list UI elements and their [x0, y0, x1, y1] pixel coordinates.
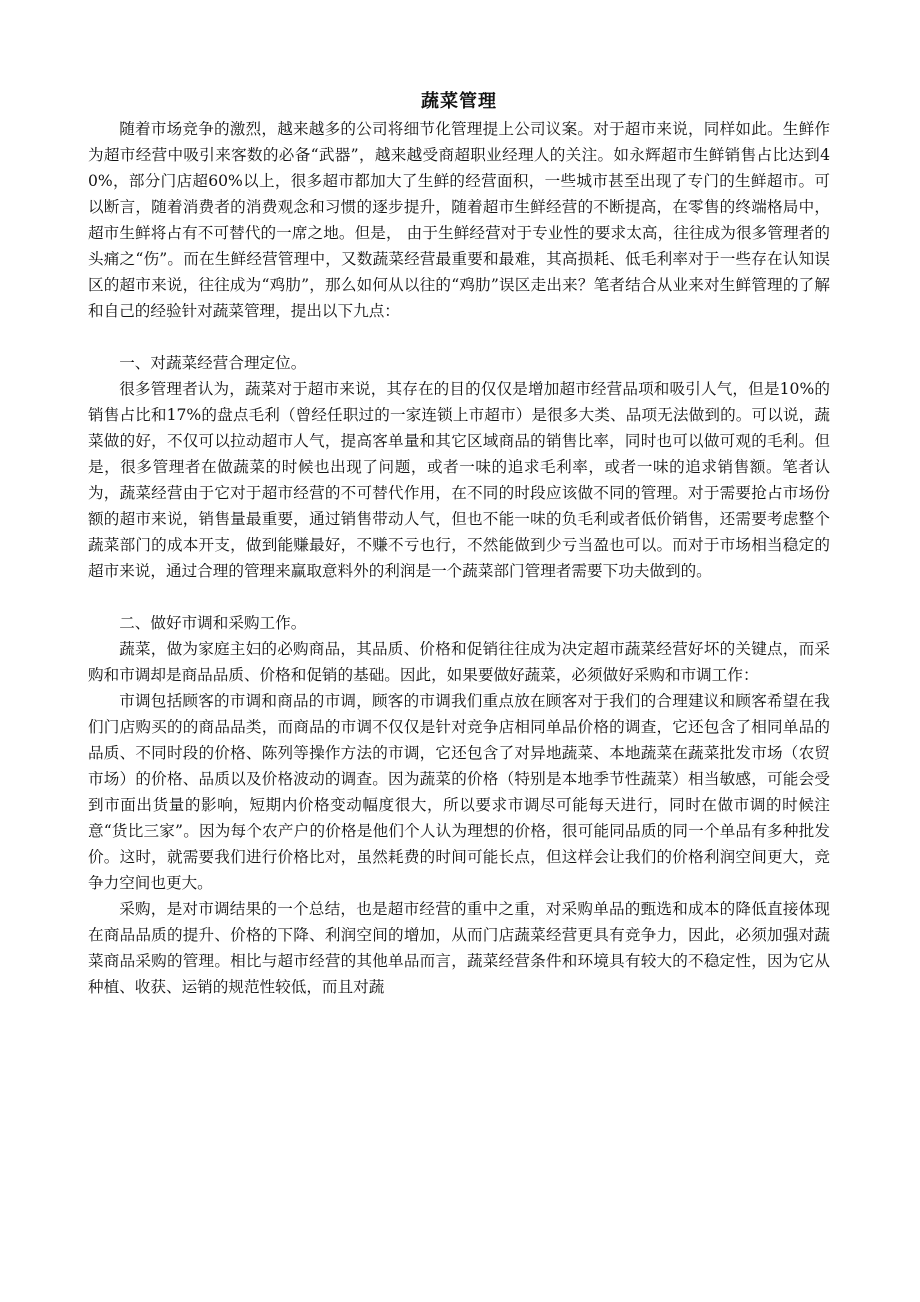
section-2-paragraph-1: 蔬菜，做为家庭主妇的必购商品，其品质、价格和促销往往成为决定超市蔬菜经营好坏的关键点，而采购和市调却是商品品质、价格和促销的基础。因此，如果要做好蔬菜，必须做好采购和市调工作：	[88, 640, 830, 684]
section-2-paragraph-2: 市调包括顾客的市调和商品的市调，顾客的市调我们重点放在顾客对于我们的合理建议和顾客希望在我们门店购买的的商品品类，而商品的市调不仅仅是针对竞争店相同单品价格的调查，它还包含了相同单品的品质、不同时段的价格、陈列等操作方法的市调，它还包含了对异地蔬菜、本地蔬菜在蔬菜批发市场（农贸市场）的价格、品质以及价格波动的调查。因为蔬菜的价格（特别是本地季节性蔬菜）相当敏感，可能会受到市面出货量的影响，短期内价格变动幅度很大，所以要求市调尽可能每天进行，同时在做市调的时候注意“货比三家”。因为每个农产户的价格是他们个人认为理想的价格，很可能同品质的同一个单品有多种批发价。这时，就需要我们进行价格比对，虽然耗费的时间可能长点，但这样会让我们的价格利润空间更大，竞争力空间也更大。	[88, 692, 830, 892]
document-page	[88, 88, 830, 1000]
blank-line	[88, 324, 830, 350]
section-1-paragraph: 很多管理者认为，蔬菜对于超市来说，其存在的目的仅仅是增加超市经营品项和吸引人气，但是10%的销售占比和17%的盘点毛利（曾经任职过的一家连锁上市超市）是很多大类、品项无法做到的。可以说，蔬菜做的好，不仅可以拉动超市人气，提高客单量和其它区域商品的销售比率，同时也可以做可观的毛利。但是，很多管理者在做蔬菜的时候也出现了问题，或者一味的追求毛利率，或者一味的追求销售额。笔者认为，蔬菜经营由于它对于超市经营的不可替代作用，在不同的时段应该做不同的管理。对于需要抢占市场份额的超市来说，销售量最重要，通过销售带动人气，但也不能一味的负毛利或者低价销售，还需要考虑整个蔬菜部门的成本开支，做到能赚最好，不赚不亏也行，不然能做到少亏当盈也可以。而对于市场相当稳定的超市来说，通过合理的管理来赢取意料外的利润是一个蔬菜部门管理者需要下功夫做到的。	[88, 380, 830, 580]
intro-paragraph: 随着市场竞争的激烈，越来越多的公司将细节化管理提上公司议案。对于超市来说，同样如此。生鲜作为超市经营中吸引来客数的必备“武器”，越来越受商超职业经理人的关注。如永辉超市生鲜销售占比达到40%，部分门店超60%以上，很多超市都加大了生鲜的经营面积，一些城市甚至出现了专门的生鲜超市。可以断言，随着消费者的消费观念和习惯的逐步提升，随着超市生鲜经营的不断提高，在零售的终端格局中，超市生鲜将占有不可替代的一席之地。但是， 由于生鲜经营对于专业性的要求太高，往往成为很多管理者的头痛之“伤”。而在生鲜经营管理中，又数蔬菜经营最重要和最难，其高损耗、低毛利率对于一些存在认知误区的超市来说，往往成为“鸡肋”，那么如何从以往的“鸡肋”误区走出来？笔者结合从业来对生鲜管理的了解和自己的经验针对蔬菜管理，提出以下九点：	[88, 120, 830, 320]
section-1-heading: 一、对蔬菜经营合理定位。	[119, 354, 307, 372]
blank-line	[88, 584, 830, 610]
document-title: 蔬菜管理	[421, 91, 497, 112]
section-2-heading: 二、做好市调和采购工作。	[119, 614, 307, 632]
section-2-paragraph-3: 采购，是对市调结果的一个总结，也是超市经营的重中之重，对采购单品的甄选和成本的降低直接体现在商品品质的提升、价格的下降、利润空间的增加，从而门店蔬菜经营更具有竞争力，因此，必须加强对蔬菜商品采购的管理。相比与超市经营的其他单品而言，蔬菜经营条件和环境具有较大的不稳定性，因为它从种植、收获、运销的规范性较低，而且对蔬	[88, 900, 830, 996]
